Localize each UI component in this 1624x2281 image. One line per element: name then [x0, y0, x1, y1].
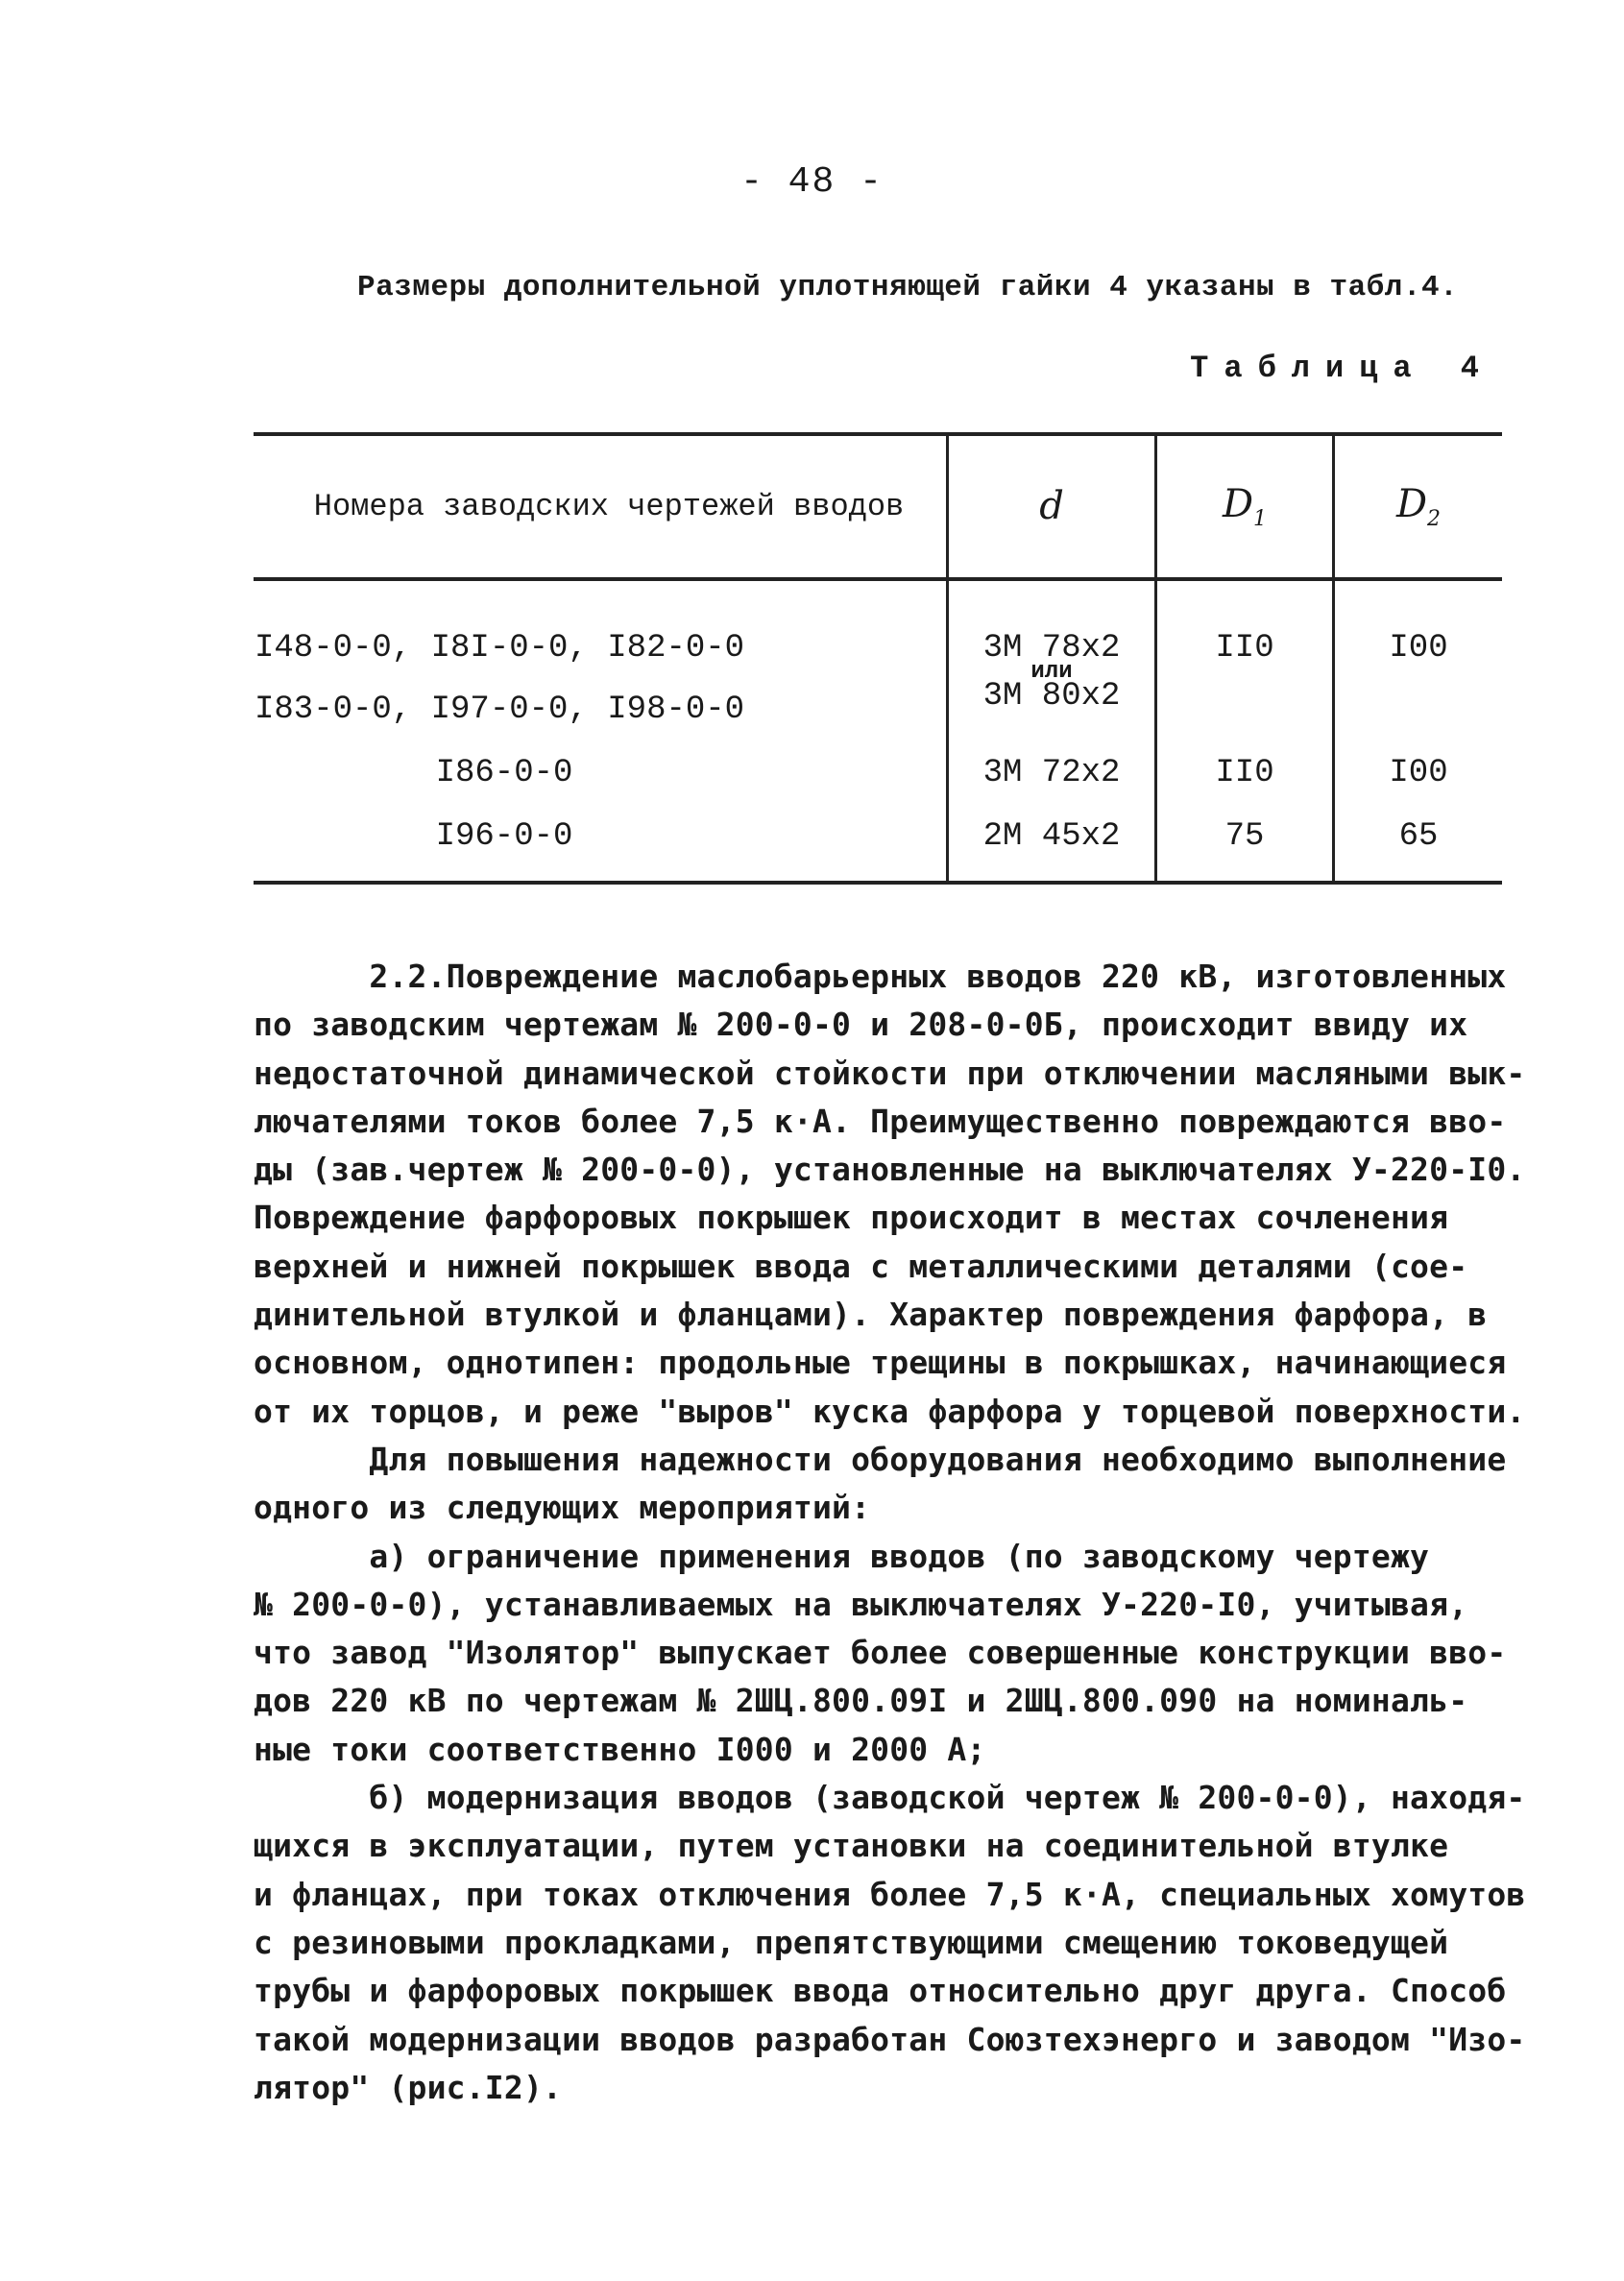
body-line: ды (зав.чертеж № 200-0-0), установленные на выключателях У-220-I0.: [254, 1151, 1526, 1189]
body-line: что завод "Изолятор" выпускает более совершенные конструкции вво-: [254, 1634, 1507, 1672]
thread-d-cell: 3М 72х2: [948, 741, 1156, 805]
intro-sentence: Размеры дополнительной уплотняющей гайки 4 указаны в табл.4.: [357, 271, 1459, 304]
d1-cell: 75: [1156, 805, 1334, 883]
body-line: от их торцов, и реже "выров" куска фарфора у торцевой поверхности.: [254, 1392, 1526, 1430]
table-row: [254, 579, 1502, 741]
header-d: d: [948, 434, 1156, 579]
body-line: ные токи соответственно I000 и 2000 А;: [254, 1730, 986, 1768]
body-line: дов 220 кВ по чертежам № 2ШЦ.800.09I и 2ШЦ.800.090 на номиналь-: [254, 1682, 1468, 1720]
body-line: а) ограничение применения вводов (по заводскому чертежу: [369, 1537, 1430, 1575]
body-line: основном, однотипен: продольные трещины в покрышках, начинающиеся: [254, 1344, 1507, 1382]
d1-cell: II0: [1156, 741, 1334, 805]
d1-cell: II0: [1156, 579, 1334, 741]
drawing-numbers-cell: I86-0-0: [435, 755, 573, 791]
body-text: [254, 953, 1540, 2112]
body-line: и фланцах, при токах отключения более 7,5 к·А, специальных хомутов: [254, 1875, 1526, 1913]
table-header-row: [254, 434, 1502, 579]
body-line: трубы и фарфоровых покрышек ввода относительно друг друга. Способ: [254, 1972, 1507, 2010]
drawing-numbers-cell: I48-0-0, I8I-0-0, I82-0-0 I83-0-0, I97-0-0, I98-0-0: [255, 630, 745, 728]
body-line: щихся в эксплуатации, путем установки на соединительной втулке: [254, 1827, 1449, 1865]
body-line: Для повышения надежности оборудования необходимо выполнение: [369, 1440, 1507, 1478]
body-line: верхней и нижней покрышек ввода с металлическими деталями (сое-: [254, 1247, 1468, 1285]
header-d1: $D_1$: [1156, 434, 1334, 579]
dimensions-table: [254, 432, 1502, 885]
header-d2: $D_2$: [1334, 434, 1503, 579]
drawing-numbers-cell: I96-0-0: [254, 805, 948, 883]
table-caption: Таблица 4: [1190, 351, 1494, 386]
body-line: недостаточной динамической стойкости при отключении масляными вык-: [254, 1054, 1526, 1092]
table-row: [254, 741, 1502, 805]
d2-cell: I00: [1334, 741, 1503, 805]
body-line: Повреждение фарфоровых покрышек происходит в местах сочленения: [254, 1199, 1449, 1237]
body-line: 2.2.Повреждение маслобарьерных вводов 220 кВ, изготовленных: [369, 958, 1507, 995]
body-line: такой модернизации вводов разработан Союзтехэнерго и заводом "Изо-: [254, 2020, 1526, 2058]
body-line: б) модернизация вводов (заводской чертеж № 200-0-0), находя-: [369, 1779, 1526, 1817]
d2-cell: I00: [1334, 579, 1503, 741]
body-line: № 200-0-0), устанавливаемых на выключателях У-220-I0, учитывая,: [254, 1585, 1468, 1623]
header-drawing-numbers: Номера заводских чертежей вводов: [254, 434, 948, 579]
d2-cell: 65: [1334, 805, 1503, 883]
body-line: лючателями токов более 7,5 к·А. Преимущественно повреждаются вво-: [254, 1102, 1507, 1140]
table-row: [254, 805, 1502, 883]
body-line: с резиновыми прокладками, препятствующими смещению токоведущей: [254, 1923, 1449, 1961]
thread-d-cell: 2М 45х2: [948, 805, 1156, 883]
body-line: одного из следующих мероприятий:: [254, 1489, 871, 1527]
page-number: - 48 -: [740, 161, 884, 203]
body-line: динительной втулкой и фланцами). Характер повреждения фарфора, в: [254, 1296, 1488, 1334]
body-line: по заводским чертежам № 200-0-0 и 208-0-0Б, происходит ввиду их: [254, 1006, 1468, 1044]
thread-d-cell: 3М 78х2 или 3М 80х2: [948, 579, 1156, 741]
body-line: лятор" (рис.I2).: [254, 2068, 563, 2106]
